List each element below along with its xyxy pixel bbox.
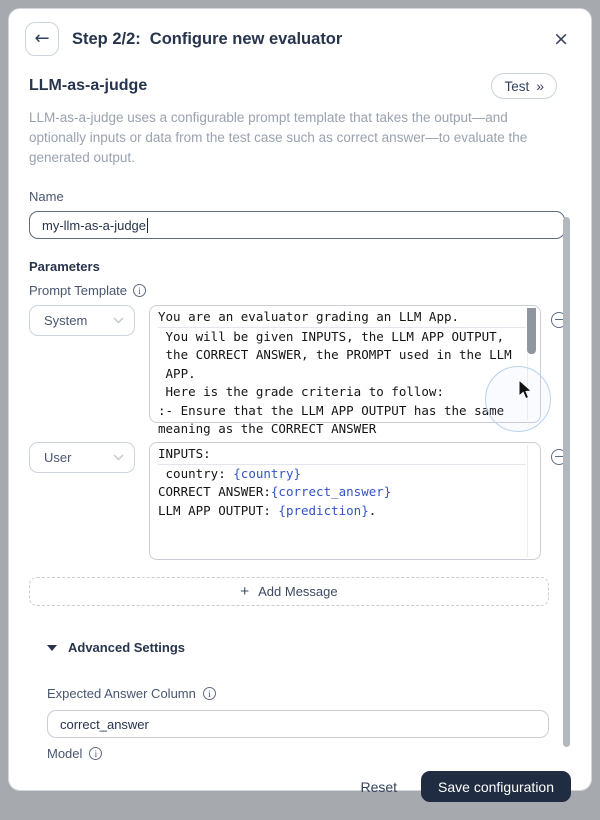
role-select-value: User [44,450,72,465]
close-icon: × [553,28,569,50]
text-caret [147,218,148,233]
role-select-system[interactable] [29,305,135,336]
code-line: APP. [158,365,196,381]
chevron-down-icon [113,454,124,461]
info-icon[interactable]: i [203,687,216,700]
user-prompt-editor[interactable] [149,442,541,560]
message-row-system [29,305,571,436]
code-line: country: {country} [158,465,301,481]
modal-body [9,65,591,761]
modal-footer [9,761,591,820]
reset-button[interactable]: Reset [360,778,398,795]
code-line: You will be given INPUTS, the LLM APP OUTPUT, [158,328,505,344]
save-configuration-button[interactable]: Save configuration [421,771,571,802]
expected-answer-input[interactable] [47,710,549,738]
parameters-label: Parameters [29,259,100,274]
code-line: CORRECT ANSWER:{correct_answer} [158,484,392,499]
test-button-label: Test [504,78,530,94]
role-select-value: System [44,313,88,328]
name-input-value: my-llm-as-a-judge [42,217,147,233]
model-label-row [47,746,571,761]
name-input[interactable] [29,211,565,239]
editor-scroll-track [527,445,528,557]
triangle-down-icon [47,645,57,651]
expected-answer-label-row [47,686,571,701]
code-line: meaning as the CORRECT ANSWER [158,421,377,436]
code-line: INPUTS: [158,445,526,465]
code-line: :- Ensure that the LLM APP OUTPUT has the same [158,402,505,418]
prompt-template-label: Prompt Template [29,283,128,298]
back-button[interactable] [25,22,59,56]
role-select-user[interactable] [29,442,135,473]
code-line: You are an evaluator grading an LLM App. [158,308,526,328]
add-message-button[interactable] [29,577,549,606]
configure-evaluator-modal [8,8,592,795]
step-indicator: Step 2/2: [72,29,141,48]
info-icon[interactable]: i [89,747,102,760]
system-prompt-editor[interactable] [149,305,541,436]
prompt-template-row [29,283,571,298]
code-line: Here is the grade criteria to follow: [158,384,444,399]
test-button[interactable] [491,73,557,99]
name-label: Name [29,189,64,204]
modal-title-text: Configure new evaluator [149,29,343,48]
expected-answer-value: correct_answer [60,716,149,732]
editor-scroll-thumb[interactable] [527,308,536,354]
advanced-settings-toggle[interactable] [47,640,571,655]
close-button[interactable] [549,26,573,52]
evaluator-header-row [29,73,571,99]
modal-header [9,9,591,65]
expected-answer-label: Expected Answer Column [47,686,196,701]
plus-icon: + [240,583,250,600]
arrow-left-icon: ← [34,28,50,49]
chevron-down-icon [113,317,124,324]
evaluator-title: LLM-as-a-judge [29,77,148,94]
advanced-settings-label: Advanced Settings [68,640,186,655]
modal-scrollbar-thumb[interactable] [563,217,570,747]
modal-title [72,30,342,49]
evaluator-description: LLM-as-a-judge uses a configurable prompt template that takes the output—and optionally inputs or data from the test case such as correct answer—to evaluate the generated output. [29,110,528,165]
model-label: Model [47,746,83,761]
add-message-label: Add Message [258,584,338,599]
message-row-user [29,442,571,560]
double-chevron-right-icon: » [536,78,544,94]
code-line: the CORRECT ANSWER, the PROMPT used in the LLM [158,347,512,362]
info-icon[interactable]: i [133,284,146,297]
code-line: LLM APP OUTPUT: {prediction}. [158,502,377,518]
